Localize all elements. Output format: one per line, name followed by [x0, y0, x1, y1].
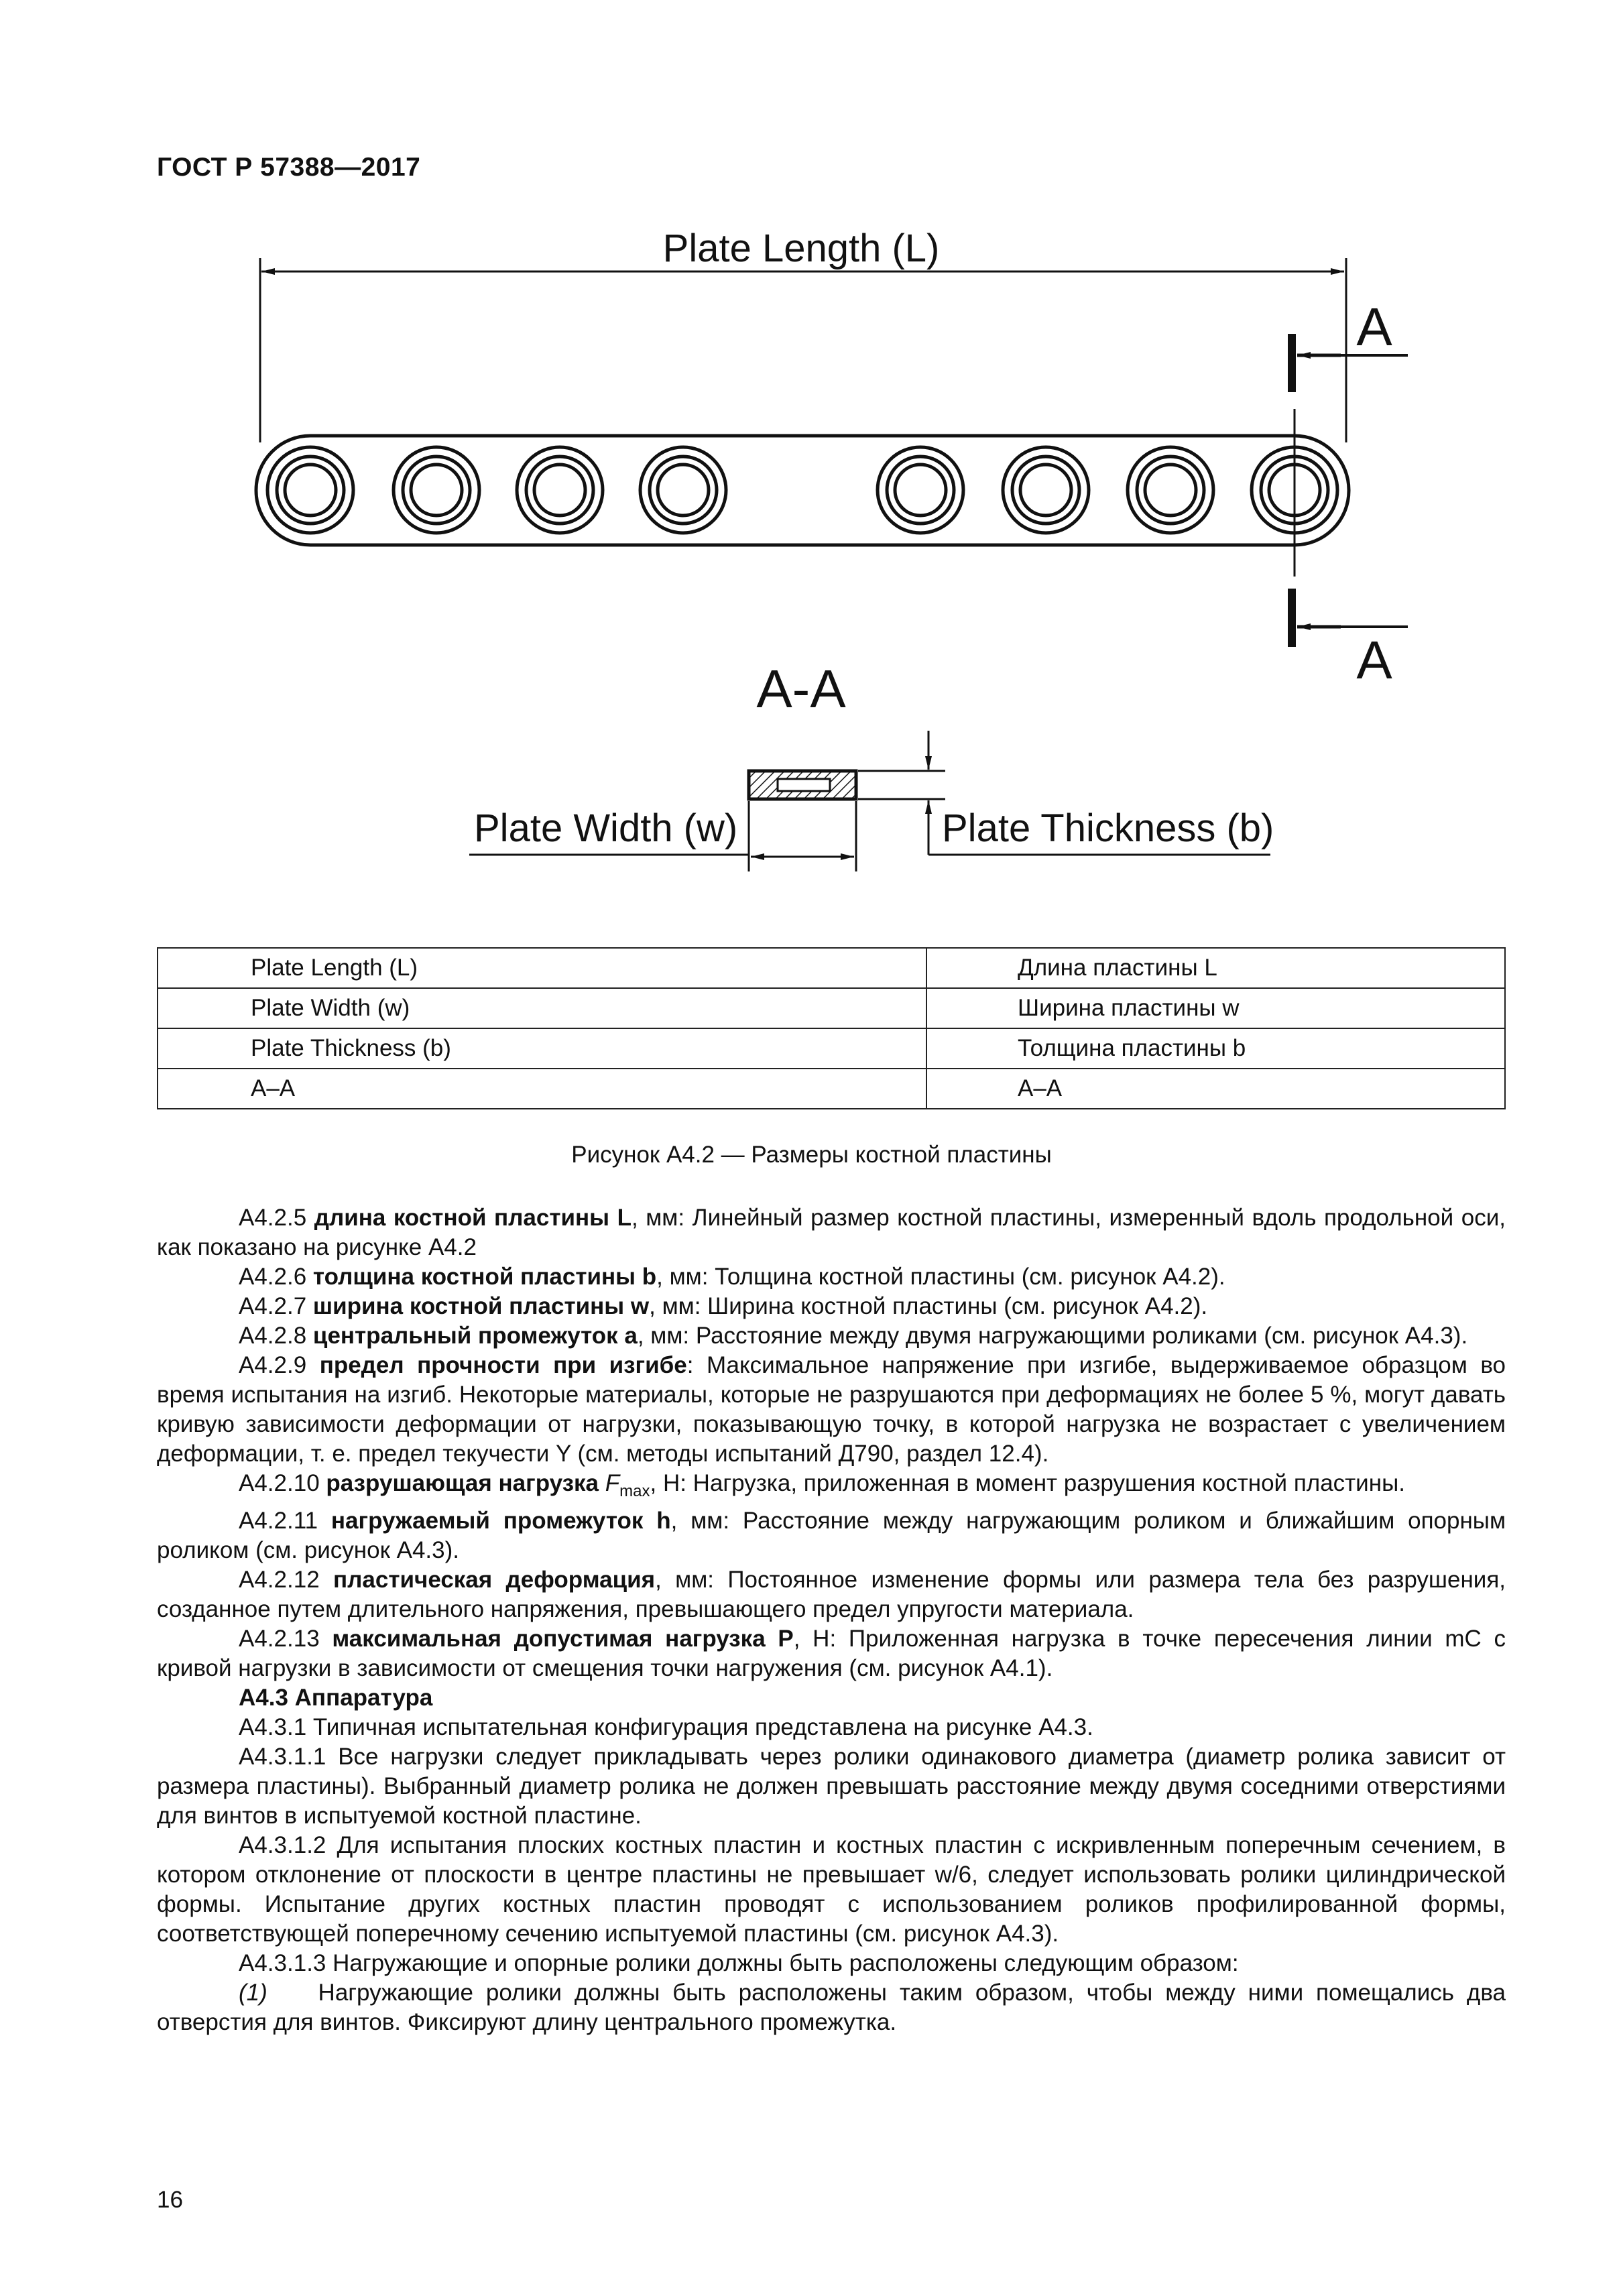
table-row [158, 1028, 1505, 1069]
table-cell: Plate Thickness (b) [158, 1028, 926, 1069]
paragraph: А4.2.6 толщина костной пластины b, мм: Толщина костной пластины (см. рисунок А4.2). [239, 1264, 1225, 1290]
figure-caption: Рисунок А4.2 — Размеры костной пластины [571, 1142, 1052, 1168]
section-marker-bottom-label: A [1356, 630, 1392, 690]
document-header: ГОСТ Р 57388—2017 [157, 153, 421, 182]
paragraph: А4.2.7 ширина костной пластины w, мм: Ширина костной пластины (см. рисунок А4.2). [239, 1293, 1208, 1319]
bone-plate-figure [0, 0, 1623, 939]
table-row [158, 988, 1505, 1028]
plate-thickness-label: Plate Thickness (b) [942, 806, 1274, 850]
paragraph: А4.2.5 длина костной пластины L, мм: Линейный размер костной пластины, измеренный вдоль продольной оси, как показано на рисунке А4.2 [157, 1205, 1506, 1260]
table-row [158, 1069, 1505, 1109]
paragraph: А4.2.13 максимальная допустимая нагрузка P, Н: Приложенная нагрузка в точке пересечения линии mC с кривой нагрузки в зависимости от смещения точки нагружения (см. рисунок А4.1). [157, 1626, 1506, 1681]
screw-hole [267, 447, 353, 533]
legend-table [157, 947, 1506, 1109]
paragraph: А4.2.8 центральный промежуток a, мм: Расстояние между двумя нагружающими роликами (см. рисунок А4.3). [239, 1323, 1468, 1349]
paragraph: А4.2.10 разрушающая нагрузка $F_{max}$, Н: Нагрузка, приложенная в момент разрушения костной пластины. [239, 1470, 1405, 1500]
body-text [157, 1203, 1506, 2037]
screw-hole [517, 447, 603, 533]
section-heading: А4.3 Аппаратура [239, 1685, 433, 1711]
paragraph: А4.3.1.3 Нагружающие и опорные ролики должны быть расположены следующим образом: [239, 1950, 1239, 1976]
table-row [158, 948, 1505, 988]
table-cell: Длина пластины L [926, 948, 1505, 988]
screw-hole [1128, 447, 1213, 533]
screw-hole [878, 447, 963, 533]
screw-hole [394, 447, 479, 533]
table-cell: Plate Length (L) [158, 948, 926, 988]
paragraph: А4.2.12 пластическая деформация, мм: Постоянное изменение формы или размера тела без разрушения, созданное путем длительного напряжения, превышающего предел упругости материала. [157, 1567, 1506, 1622]
paragraph: А4.2.11 нагружаемый промежуток h, мм: Расстояние между нагружающим роликом и ближайшим опорным роликом (см. рисунок А4.3). [157, 1508, 1506, 1563]
table-cell: Ширина пластины w [926, 988, 1505, 1028]
table-cell: А–А [926, 1069, 1505, 1109]
screw-hole [640, 447, 726, 533]
paragraph: А4.3.1 Типичная испытательная конфигурация представлена на рисунке А4.3. [239, 1714, 1093, 1740]
page-number: 16 [157, 2187, 183, 2213]
paragraph: А4.3.1.1 Все нагрузки следует прикладывать через ролики одинакового диаметра (диаметр ролика зависит от размера пластины). Выбранный диаметр ролика не должен превышать расстояние между двумя соседними отверстиями для винтов в испытуемой костной пластине. [157, 1744, 1506, 1829]
screw-holes [267, 447, 1337, 533]
plate-width-label: Plate Width (w) [474, 806, 738, 850]
paragraph: (1) Нагружающие ролики должны быть расположены таким образом, чтобы между ними помещались два отверстия для винтов. Фиксируют длину центрального промежутка. [157, 1980, 1506, 2035]
section-marker-top-label: A [1356, 297, 1392, 357]
screw-hole [1003, 447, 1089, 533]
plate-cross-section [749, 771, 856, 799]
section-title: A-A [756, 659, 846, 719]
table-cell: Plate Width (w) [158, 988, 926, 1028]
table-cell: Толщина пластины b [926, 1028, 1505, 1069]
plate-length-label: Plate Length (L) [662, 227, 940, 270]
paragraph: А4.3.1.2 Для испытания плоских костных пластин и костных пластин с искривленным поперечным сечением, в котором отклонение от плоскости в центре пластины не превышает w/6, следует использовать ролики цилиндрической формы. Испытание других костных пластин проводят с использованием роликов профилированной формы, соответствующей поперечному сечению испытуемой пластины (см. рисунок А4.3). [157, 1832, 1506, 1947]
table-cell: А–А [158, 1069, 926, 1109]
paragraph: А4.2.9 предел прочности при изгибе: Максимальное напряжение при изгибе, выдерживаемое образцом во время испытания на изгиб. Некоторые материалы, которые не разрушаются при деформациях не более 5 %, могут давать кривую зависимости деформации от нагрузки, показывающую точку, в которой нагрузка не возрастает с увеличением деформации, т. е. предел текучести Y (см. методы испытаний Д790, раздел 12.4). [157, 1352, 1506, 1467]
